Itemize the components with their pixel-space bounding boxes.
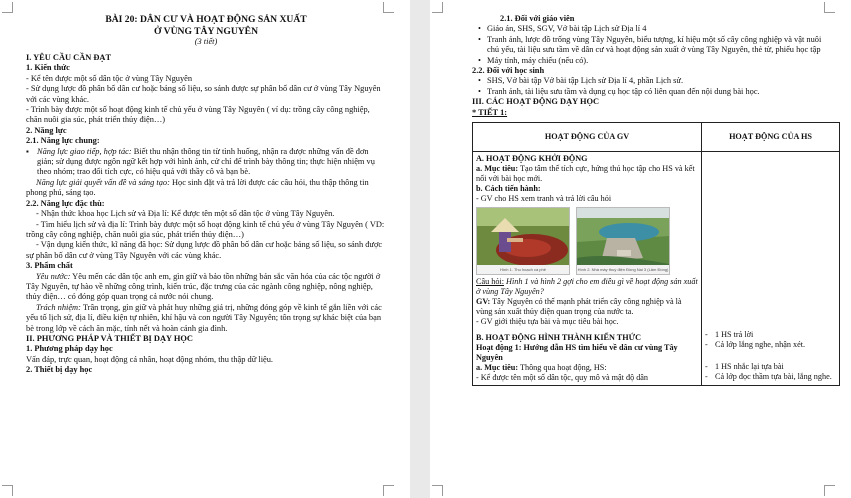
subsection-heading: 2.2. Năng lực đặc thù: [26, 198, 105, 208]
list-item: • Giáo án, SHS, SGV, Vở bài tập Lịch sử Địa lí 4 [476, 24, 832, 34]
paragraph: Vấn đáp, trực quan, hoạt động cá nhân, hoạt động nhóm, thu thập dữ liệu. [26, 354, 274, 364]
list-item: • SHS, Vở bài tập Vở bài tập Lịch sử Địa lí 4, phần Lịch sử. [476, 76, 832, 86]
student-action: - 1 HS trả lời [705, 330, 836, 340]
lead-text: Năng lực giao tiếp, hợp tác: [37, 146, 132, 156]
body-text: Thông qua hoạt động, HS: [518, 363, 607, 373]
paragraph: - Sử dụng lược đồ phân bố dân cư hoặc bảng số liệu, so sánh được sự phân bố dân cư ở vùng Tây Nguyên với các vùng khác. [26, 84, 381, 104]
subsection-heading: 2. Năng lực [26, 125, 67, 135]
subsection-heading: 1. Phương pháp dạy học [26, 344, 113, 354]
column-header-student: HOẠT ĐỘNG CỦA HS [702, 123, 840, 152]
subsection-heading: 2.1. Năng lực chung: [26, 136, 100, 146]
student-materials-list [472, 76, 832, 97]
right-page [430, 0, 851, 498]
table-row [473, 152, 840, 386]
list-item: • Máy tính, máy chiếu (nếu có). [476, 56, 832, 66]
photo-caption: Hình 2. Nhà máy thuỷ điện Đồng Nai 3 (Lâm Đồng) [577, 267, 669, 273]
body-text: Hình 1 và hình 2 gợi cho em điều gì về hoạt động sản xuất ở vùng Tây Nguyên? [476, 277, 698, 297]
column-header-teacher: HOẠT ĐỘNG CỦA GV [473, 123, 702, 152]
section-heading: III. CÁC HOẠT ĐỘNG DẠY HỌC [472, 97, 600, 107]
subsection-heading: 3. Phẩm chất [26, 261, 73, 271]
coffee-harvest-photo [476, 207, 570, 275]
activity-subheading: Hoạt động 1: Hướng dẫn HS tìm hiểu về dân cư vùng Tây Nguyên [476, 343, 678, 363]
lesson-period-label: * TIẾT 1: [472, 107, 508, 117]
student-action: - 1 HS nhắc lại tựa bài [705, 362, 836, 372]
body-text: Tạo tâm thế tích cực, hứng thú học tập cho HS và kết nối với bài học mới. [476, 164, 695, 184]
lead-text: Yêu nước: [36, 271, 71, 281]
subsection-heading: 2.2. Đối với học sinh [472, 66, 545, 76]
paragraph [26, 147, 386, 178]
activity-table [472, 122, 840, 386]
page-corner-mark [824, 485, 835, 496]
page-corner-mark [432, 2, 443, 13]
paragraph: - Trình bày được một số hoạt động kinh tế chủ yếu ở vùng Tây Nguyên ( ví dụ: trồng cây công nghiệp, chăn nuôi gia súc, phát triển thủy điện…) [26, 105, 370, 125]
activity-heading: B. HOẠT ĐỘNG HÌNH THÀNH KIẾN THỨC [476, 333, 642, 343]
paragraph: - Tìm hiểu lịch sử và địa lí: Trình bày được một số hoạt động kinh tế chủ yếu ở vùng Tây Nguyên ( VD: trồng cây công nghiệp, chăn nuôi gia súc, phát triển thủy điện…) [26, 219, 385, 239]
left-page-content [26, 14, 386, 376]
lead-text: Trách nhiệm: [36, 302, 81, 312]
right-page-content [472, 14, 832, 386]
body-text: Yêu mến các dân tộc anh em, gìn giữ và bảo tồn những bản sắc văn hóa của các tộc người ở Tây Nguyên, tự hào về những công trình, kiến trúc, đặc trưng của các ngành công nghiệp, nông nghiệp, thủy điện… có đóng góp quan trọng cả nước nói chung. [26, 271, 381, 302]
body-text: Học sinh đặt và trả lời được các câu hỏi, thu thập thông tin phong phú, sáng tạo. [26, 177, 369, 198]
lead-text: GV: [476, 297, 491, 307]
page-corner-mark [2, 2, 13, 13]
lesson-title-line2: Ở VÙNG TÂY NGUYÊN [153, 25, 259, 37]
list-item: • Tranh ảnh, tài liệu sưu tầm và dụng cụ học tập có liên quan đến nội dung bài học. [476, 87, 832, 97]
paragraph [476, 164, 698, 184]
paragraph: - GV cho HS xem tranh và trả lời câu hỏi [476, 194, 612, 204]
lesson-duration: (3 tiết) [194, 37, 218, 46]
student-action: - Cả lớp đọc thầm tựa bài, lắng nghe. [705, 372, 836, 382]
table-header-row [473, 123, 840, 152]
list-item: • Tranh ảnh, lược đồ trống vùng Tây Nguyên, biểu tượng, kí hiệu một số cây công nghiệp và vật nuôi chủ yếu, tài liệu sưu tầm về dân cư và hoạt động sản xuất ở vùng Tây Nguyên, thẻ từ, phiếu học tập [476, 35, 832, 56]
section-heading: II. PHƯƠNG PHÁP VÀ THIẾT BỊ DẠY HỌC [26, 333, 193, 343]
paragraph: b. Cách tiến hành: [476, 184, 541, 194]
lead-text: a. Mục tiêu: [476, 164, 519, 174]
paragraph: - Kể được tên một số dân tộc, quy mô và mật độ dân [476, 373, 649, 383]
body-text: Biết thu nhận thông tin từ tình huống, nhận ra được những vấn đề đơn giản; sử dụng được ngôn ngữ kết hợp với hình ảnh, cử chỉ để trình bày thông tin; thực hiện nhiệm vụ theo nhóm; trao đổi tích cực, có hiệu quả với thầy cô và bạn bè. [37, 146, 375, 177]
body-text: Tây Nguyên có thế mạnh phát triển cây công nghiệp và là vùng sản xuất thủy điện quan trọng của nước ta. [476, 297, 682, 317]
subsection-heading: 1. Kiến thức [26, 63, 70, 73]
paragraph [476, 277, 698, 297]
spacer [705, 350, 836, 362]
hydropower-plant-photo [576, 207, 670, 275]
paragraph [26, 272, 386, 303]
paragraph [476, 363, 698, 373]
subsection-heading: 2.1. Đối với giáo viên [500, 14, 575, 23]
page-gutter [410, 0, 430, 498]
student-activity-cell [702, 152, 840, 386]
paragraph: - GV giới thiệu tựa bài và mục tiêu bài học. [476, 317, 619, 327]
paragraph [26, 303, 386, 334]
photo-caption: Hình 1. Thu hoạch cà phê [477, 265, 569, 274]
page-corner-mark [432, 485, 443, 496]
subsection-heading: 2. Thiết bị dạy học [26, 365, 93, 375]
lesson-title: BÀI 20: DÂN CƯ VÀ HOẠT ĐỘNG SẢN XUẤT [105, 14, 307, 25]
body-text: Trân trọng, gìn giữ và phát huy những giá trị, những đóng góp về kinh tế gắn liền với các yếu tố lịch sử, địa lí, điều kiện tự nhiên, khí hậu và con người Tây Nguyên; tôn trọng sự khác biệt của bạn bè trong lớp về cách ăn mặc, tính nết và hoàn cảnh gia đình. [26, 302, 382, 333]
paragraph [26, 178, 386, 199]
lead-text: Câu hỏi: [476, 277, 504, 287]
image-row [476, 207, 698, 275]
page-corner-mark [383, 2, 394, 13]
paragraph: - Nhận thức khoa học Lịch sử và Địa lí: Kể được tên một số dân tộc ở vùng Tây Nguyên. [36, 209, 335, 219]
activity-heading: A. HOẠT ĐỘNG KHỞI ĐỘNG [476, 154, 588, 164]
spacer [705, 154, 836, 330]
teacher-materials-list [472, 24, 832, 66]
paragraph [476, 297, 698, 317]
paragraph: - Vận dụng kiến thức, kĩ năng đã học: Sử dụng lược đồ phân bố dân cư hoặc bảng số liệu, so sánh được sự phân bố dân cư ở vùng Tây Nguyên với các vùng khác. [26, 240, 383, 260]
page-corner-mark [2, 485, 13, 496]
student-action: - Cả lớp lắng nghe, nhận xét. [705, 340, 836, 350]
teacher-activity-cell [473, 152, 702, 386]
lead-text: Năng lực giải quyết vấn đề và sáng tạo: [36, 177, 170, 187]
lead-text: a. Mục tiêu: [476, 363, 519, 373]
paragraph: - Kể tên được một số dân tộc ở vùng Tây Nguyên [26, 73, 193, 83]
section-heading: I. YÊU CẦU CẦN ĐẠT [26, 53, 112, 62]
left-page [0, 0, 410, 498]
page-corner-mark [383, 485, 394, 496]
page-corner-mark [824, 2, 835, 13]
